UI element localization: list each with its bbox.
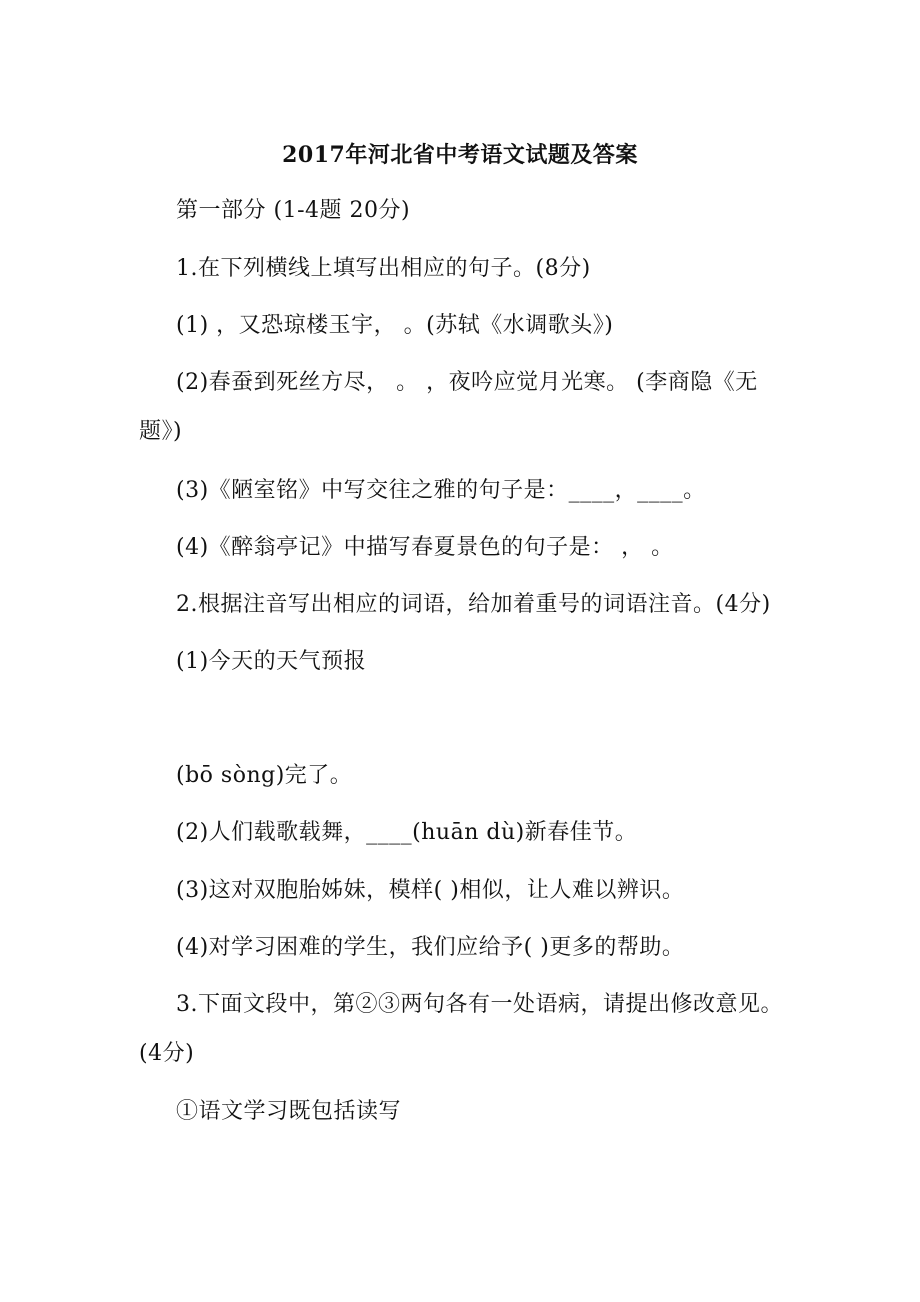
question-1-item-4: (4)《醉翁亭记》中描写春夏景色的句子是： ， 。 [176, 535, 674, 560]
question-3-stem: 3.下面文段中，第②③两句各有一处语病，请提出修改意见。 [176, 992, 783, 1017]
question-2-item-4: (4)对学习困难的学生，我们应给予( )更多的帮助。 [176, 935, 685, 960]
question-1-item-2: (2)春蚕到死丝方尽， 。 ，夜吟应觉月光寒。 (李商隐《无 [176, 370, 758, 395]
question-2-stem: 2.根据注音写出相应的词语，给加着重号的词语注音。(4分) [176, 592, 771, 617]
page-title: 2017年河北省中考语文试题及答案 [282, 142, 638, 168]
question-3-text: ①语文学习既包括读写 [176, 1099, 402, 1124]
question-2-item-2: (2)人们载歌载舞，____(huān dù)新春佳节。 [176, 820, 638, 845]
question-1-item-3: (3)《陋室铭》中写交往之雅的句子是：____，____。 [176, 478, 706, 503]
section-heading: 第一部分 (1-4题 20分) [176, 198, 411, 223]
question-2-item-1-continued: (bō sòng)完了。 [176, 763, 353, 788]
question-2-item-3: (3)这对双胞胎姊妹，模样( )相似，让人难以辨识。 [176, 878, 685, 903]
question-2-item-1: (1)今天的天气预报 [176, 649, 367, 674]
question-1-item-2-continued: 题》) [139, 419, 183, 444]
question-3-stem-continued: (4分) [139, 1041, 195, 1066]
question-1-item-1: (1) ，又恐琼楼玉宇， 。(苏轼《水调歌头》) [176, 313, 614, 338]
question-1-stem: 1.在下列横线上填写出相应的句子。(8分) [176, 256, 591, 281]
